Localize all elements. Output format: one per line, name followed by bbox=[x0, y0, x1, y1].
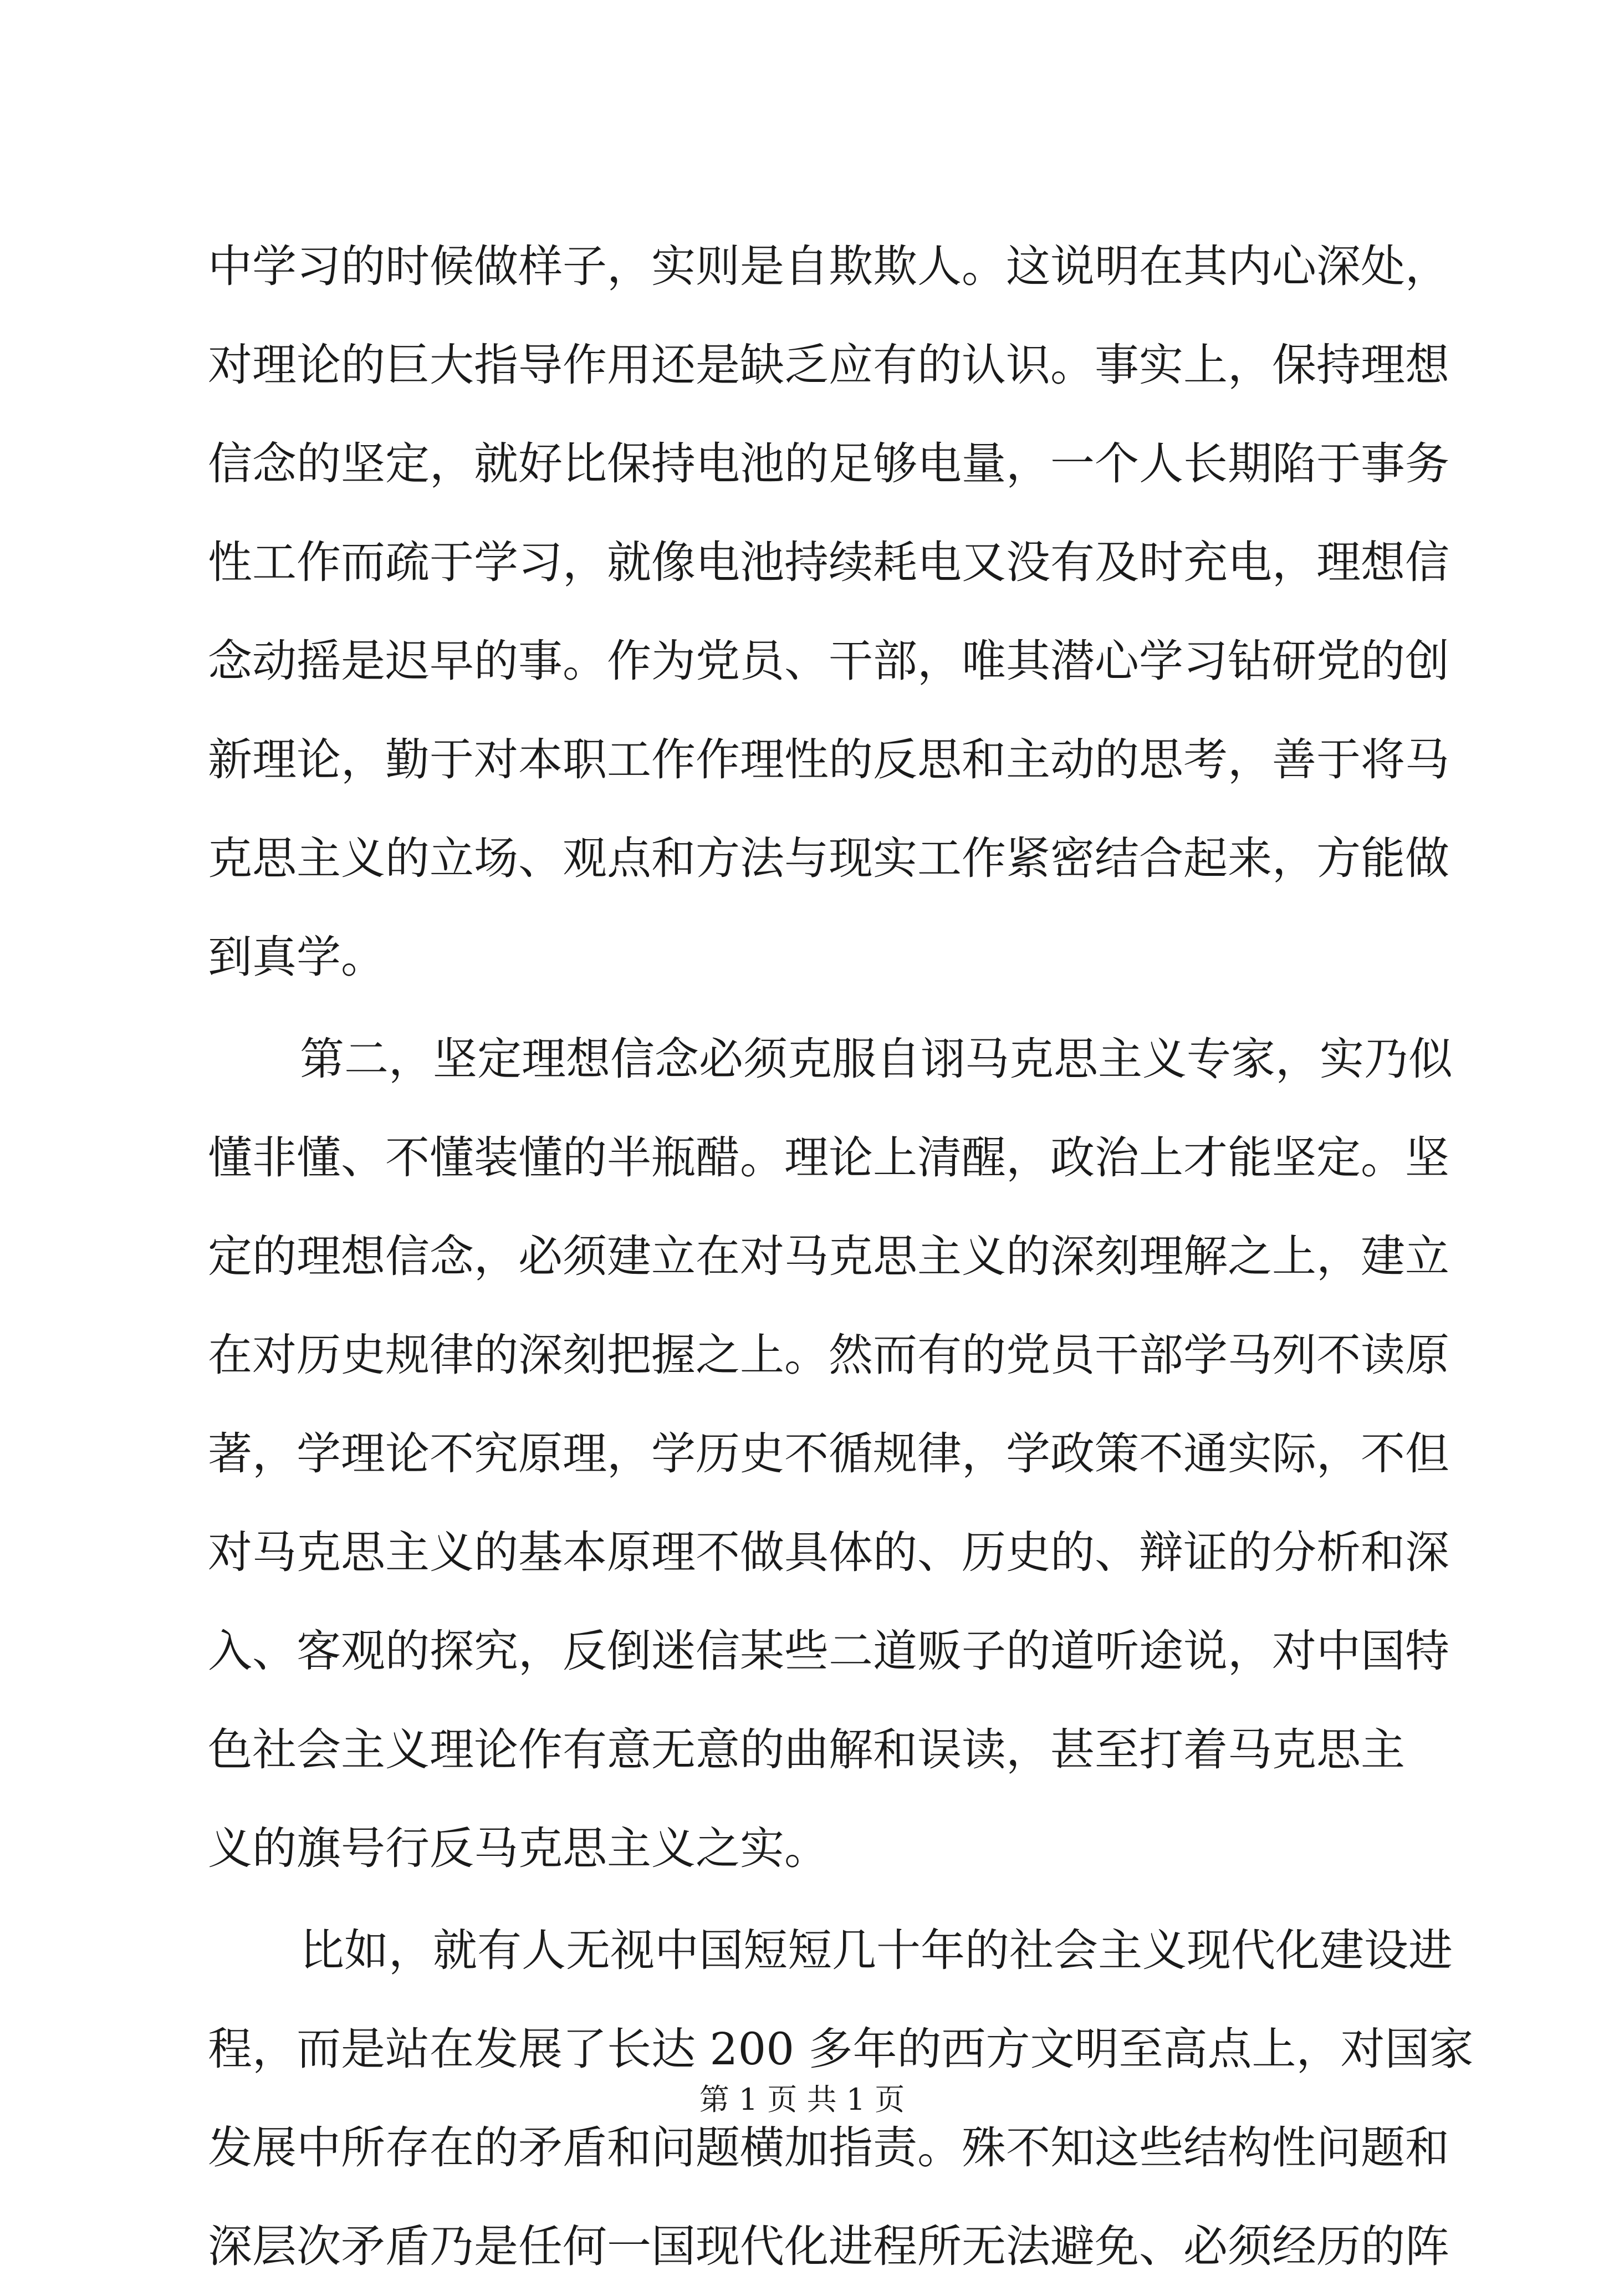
text-line: 深层次矛盾乃是任何一国现代化进程所无法避免、必须经历的阵 bbox=[208, 2221, 1449, 2272]
text-line: 在对历史规律的深刻把握之上。然而有的党员干部学马列不读原 bbox=[208, 1329, 1449, 1381]
page-number-footer: 第 1 页 共 1 页 bbox=[699, 2082, 905, 2117]
text-line: 念动摇是迟早的事。作为党员、干部，唯其潜心学习钻研党的创 bbox=[208, 635, 1449, 687]
text-line: 对马克思主义的基本原理不做具体的、历史的、辩证的分析和深 bbox=[208, 1527, 1449, 1578]
text-line: 新理论，勤于对本职工作作理性的反思和主动的思考，善于将马 bbox=[208, 734, 1449, 785]
text-line: 性工作而疏于学习，就像电池持续耗电又没有及时充电，理想信 bbox=[208, 537, 1449, 588]
text-line: 义的旗号行反马克思主义之实。 bbox=[208, 1823, 829, 1874]
document-body bbox=[208, 217, 1474, 2296]
text-line: 比如，就有人无视中国短短几十年的社会主义现代化建设进 bbox=[300, 1925, 1453, 1976]
text-line: 第二，坚定理想信念必须克服自诩马克思主义专家，实乃似 bbox=[300, 1033, 1453, 1085]
text-line: 中学习的时候做样子，实则是自欺欺人。这说明在其内心深处， bbox=[208, 241, 1449, 292]
text-line: 发展中所存在的矛盾和问题横加指责。殊不知这些结构性问题和 bbox=[208, 2122, 1449, 2173]
text-line: 懂非懂、不懂装懂的半瓶醋。理论上清醒，政治上才能坚定。坚 bbox=[208, 1132, 1449, 1183]
text-line: 信念的坚定，就好比保持电池的足够电量，一个人长期陷于事务 bbox=[208, 438, 1449, 489]
text-line: 入、客观的探究，反倒迷信某些二道贩子的道听途说，对中国特 bbox=[208, 1625, 1449, 1677]
paragraph-1 bbox=[208, 217, 1449, 1007]
text-line: 定的理想信念，必须建立在对马克思主义的深刻理解之上，建立 bbox=[208, 1231, 1449, 1282]
text-line: 色社会主义理论作有意无意的曲解和误读，甚至打着马克思主 bbox=[208, 1724, 1405, 1775]
paragraph-2 bbox=[208, 1010, 1453, 1898]
text-line: 著，学理论不究原理，学历史不循规律，学政策不通实际，不但 bbox=[208, 1428, 1449, 1479]
text-line: 到真学。 bbox=[208, 931, 385, 983]
text-line: 克思主义的立场、观点和方法与现实工作紧密结合起来，方能做 bbox=[208, 833, 1449, 884]
text-line: 程，而是站在发展了长达 200 多年的西方文明至高点上，对国家 bbox=[208, 2023, 1474, 2075]
text-line: 对理论的巨大指导作用还是缺乏应有的认识。事实上，保持理想 bbox=[208, 339, 1449, 391]
